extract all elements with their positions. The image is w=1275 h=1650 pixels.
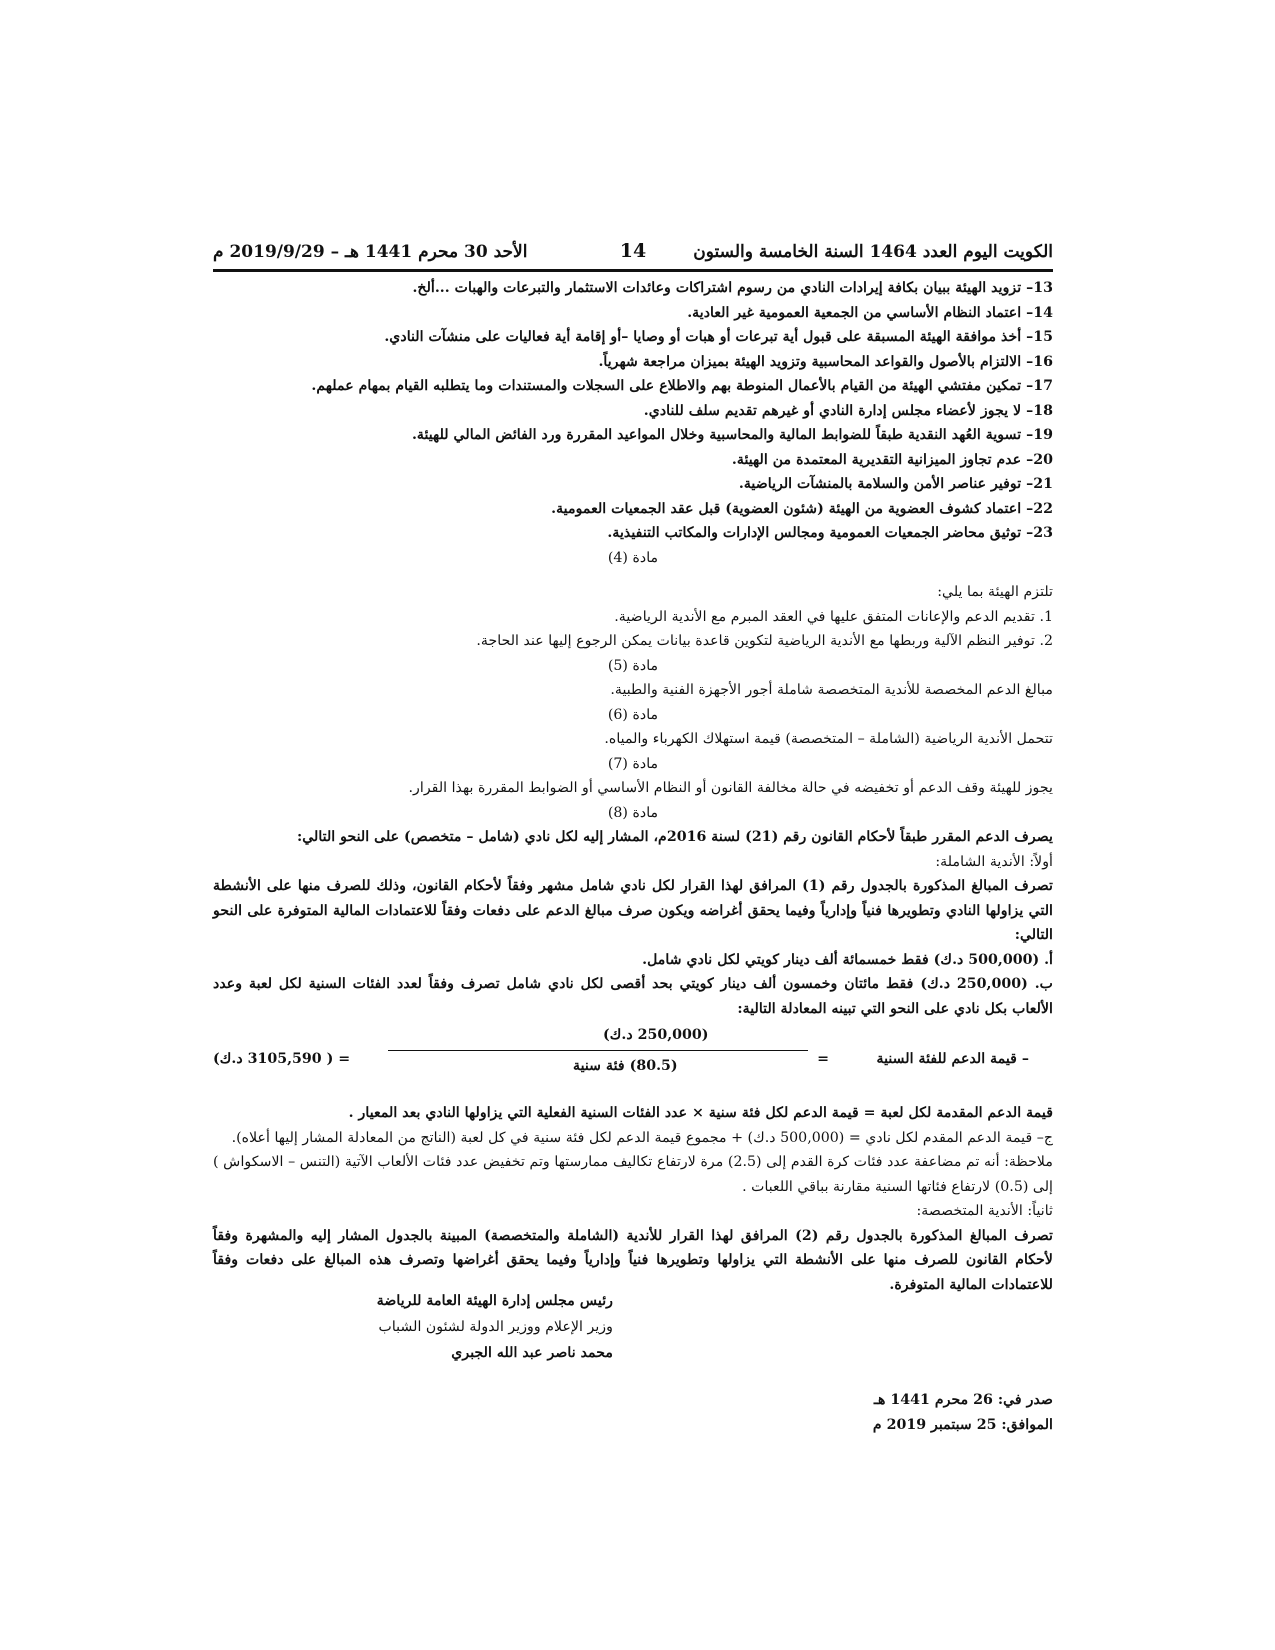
issued-hijri-date: صدر في: 26 محرم 1441 هـ — [873, 1392, 1053, 1408]
signatory-title: رئيس مجلس إدارة الهيئة العامة للرياضة — [376, 1293, 613, 1309]
header-rule — [213, 269, 1053, 272]
equation-denominator: (80.5) فئة سنية — [573, 1058, 678, 1074]
article-6-title: مادة (6) — [607, 706, 659, 723]
article-7-title: مادة (7) — [607, 755, 659, 772]
list-item: 13– تزويد الهيئة ببيان بكافة إيرادات النادي من رسوم اشتراكات وعائدات الاستثمار والتبرعات والهبات ...ألخ. — [412, 280, 1053, 296]
list-item: 19– تسوية العُهد النقدية طبقاً للضوابط المالية والمحاسبية وخلال المواعيد المقررة ورد الفائض المالي للهيئة. — [411, 427, 1053, 443]
article-8-title: مادة (8) — [607, 804, 659, 821]
issue-dates — [213, 1388, 1053, 1438]
article-8-point-c: ج– قيمة الدعم المقدم لكل نادي = (500,000 د.ك) + مجموع قيمة الدعم لكل فئة سنية في كل لعبة (الناتج من المعادلة المشار إليها أعلاه). — [231, 1129, 1053, 1146]
signatory-name: محمد ناصر عبد الله الجبري — [451, 1345, 613, 1361]
list-item: 14– اعتماد النظام الأساسي من الجمعية العمومية غير العادية. — [687, 304, 1053, 321]
section-body-second: تصرف المبالغ المذكورة بالجدول رقم (2) المرافق لهذا القرار للأندية (الشاملة والمتخصصة) المبينة بالجدول المشار إليه والمشهرة وفقاً لأحكام القانون للصرف منها على الأنشطة التي يزاولها وتطويرها فنياً وإدارياً وفيما يحقق أغراضها وتصرف هذه المبالغ على دفعات وفقاً للاعتمادات المالية المتوفرة. — [213, 1227, 1054, 1293]
list-item: 16– الالتزام بالأصول والقواعد المحاسبية وتزويد الهيئة بميزان مراجعة شهرياً. — [598, 353, 1053, 370]
list-item: 22– اعتماد كشوف العضوية من الهيئة (شئون العضوية) قبل عقد الجمعيات العمومية. — [551, 500, 1053, 517]
article-4-point-2: 2. توفير النظم الآلية وربطها مع الأندية الرياضية لتكوين قاعدة بيانات يمكن الرجوع إليها عند الحاجة. — [476, 633, 1053, 649]
section-heading-second: ثانياً: الأندية المتخصصة: — [916, 1203, 1053, 1219]
article-7-text: يجوز للهيئة وقف الدعم أو تخفيضه في حالة مخالفة القانون أو النظام الأساسي أو الضوابط المقررة بهذا القرار. — [408, 780, 1053, 796]
equation-equals: = — [817, 1051, 829, 1067]
article-8-note: ملاحظة: أنه تم مضاعفة عدد فئات كرة القدم إلى (2.5) مرة لارتفاع تكاليف ممارستها وتم تخفيض عدد فئات الألعاب الآتية (التنس – الاسكواش ) إلى (0.5) لارتفاع فئاتها السنية مقارنة بباقي اللعبات . — [213, 1154, 1053, 1195]
header-date: الأحد 30 محرم 1441 هـ – 2019/9/29 م — [213, 242, 528, 262]
article-8-intro: يصرف الدعم المقرر طبقاً لأحكام القانون رقم (21) لسنة 2016م، المشار إليه لكل نادي (شامل – متخصص) على النحو التالي: — [296, 829, 1053, 845]
signature-block — [213, 1288, 613, 1366]
header-issue-info: الكويت اليوم العدد 1464 السنة الخامسة والستون — [693, 242, 1053, 262]
equation-result: = ( 3105,590 د.ك) — [213, 1051, 351, 1067]
article-6-text: تتحمل الأندية الرياضية (الشاملة – المتخصصة) قيمة استهلاك الكهرباء والمياه. — [604, 731, 1053, 747]
list-item: 15– أخذ موافقة الهيئة المسبقة على قبول أية تبرعات أو هبات أو وصايا –أو إقامة أية فعاليات على منشآت النادي. — [384, 329, 1053, 345]
article-8-point-a: أ. (500,000 د.ك) فقط خمسمائة ألف دينار كويتي لكل نادي شامل. — [642, 951, 1053, 968]
equation-label: – قيمة الدعم للفئة السنية — [876, 1051, 1029, 1067]
list-item: 17– تمكين مفتشي الهيئة من القيام بالأعمال المنوطة بهم والاطلاع على السجلات والمستندات وما يتطلبه القيام بمهام عملهم. — [311, 378, 1053, 394]
list-item: 18– لا يجوز لأعضاء مجلس إدارة النادي أو غيرهم تقديم سلف للنادي. — [643, 402, 1053, 419]
list-item: 23– توثيق محاضر الجمعيات العمومية ومجالس الإدارات والمكاتب التنفيذية. — [607, 525, 1053, 541]
per-game-formula: قيمة الدعم المقدمة لكل لعبة = قيمة الدعم لكل فئة سنية × عدد الفئات السنية الفعلية التي يزاولها النادي بعد المعيار . — [348, 1105, 1053, 1121]
article-4-title: مادة (4) — [607, 549, 659, 566]
article-8-point-b: ب. (250,000 د.ك) فقط مائتان وخمسون ألف دينار كويتي بحد أقصى لكل نادي شامل تصرف وفقاً لعدد الفئات السنية لكل لعبة وعدد الألعاب بكل نادي على النحو التي تبينه المعادلة التالية: — [213, 976, 1053, 1017]
signatory-position: وزير الإعلام ووزير الدولة لشئون الشباب — [378, 1319, 613, 1335]
section-heading-first: أولاً: الأندية الشاملة: — [935, 853, 1053, 870]
article-4-point-1: 1. تقديم الدعم والإعانات المتفق عليها في العقد المبرم مع الأندية الرياضية. — [614, 608, 1053, 625]
document-body — [213, 276, 1053, 1297]
article-5-text: مبالغ الدعم المخصصة للأندية المتخصصة شاملة أجور الأجهزة الفنية والطبية. — [610, 682, 1053, 698]
equation — [213, 1023, 1053, 1095]
article-4-intro: تلتزم الهيئة بما يلي: — [937, 584, 1053, 600]
equation-numerator: (250,000 د.ك) — [603, 1027, 709, 1043]
page-header — [213, 238, 1053, 268]
fraction-bar — [388, 1050, 808, 1051]
issued-gregorian-date: الموافق: 25 سبتمبر 2019 م — [872, 1417, 1053, 1433]
article-5-title: مادة (5) — [607, 657, 659, 674]
list-item: 20– عدم تجاوز الميزانية التقديرية المعتمدة من الهيئة. — [731, 451, 1053, 468]
list-item: 21– توفير عناصر الأمن والسلامة بالمنشآت الرياضية. — [738, 476, 1053, 492]
page-number: 14 — [619, 240, 647, 262]
section-body-first: تصرف المبالغ المذكورة بالجدول رقم (1) المرافق لهذا القرار لكل نادي شامل مشهر وفقاً لأحكام القانون، وذلك للصرف منها على الأنشطة التي يزاولها النادي وتطويرها فنياً وإدارياً وفيما يحقق أغراضه ويكون صرف مبالغ الدعم على دفعات وفقاً للاعتمادات المالية المتوفرة على النحو التالي: — [213, 878, 1053, 943]
